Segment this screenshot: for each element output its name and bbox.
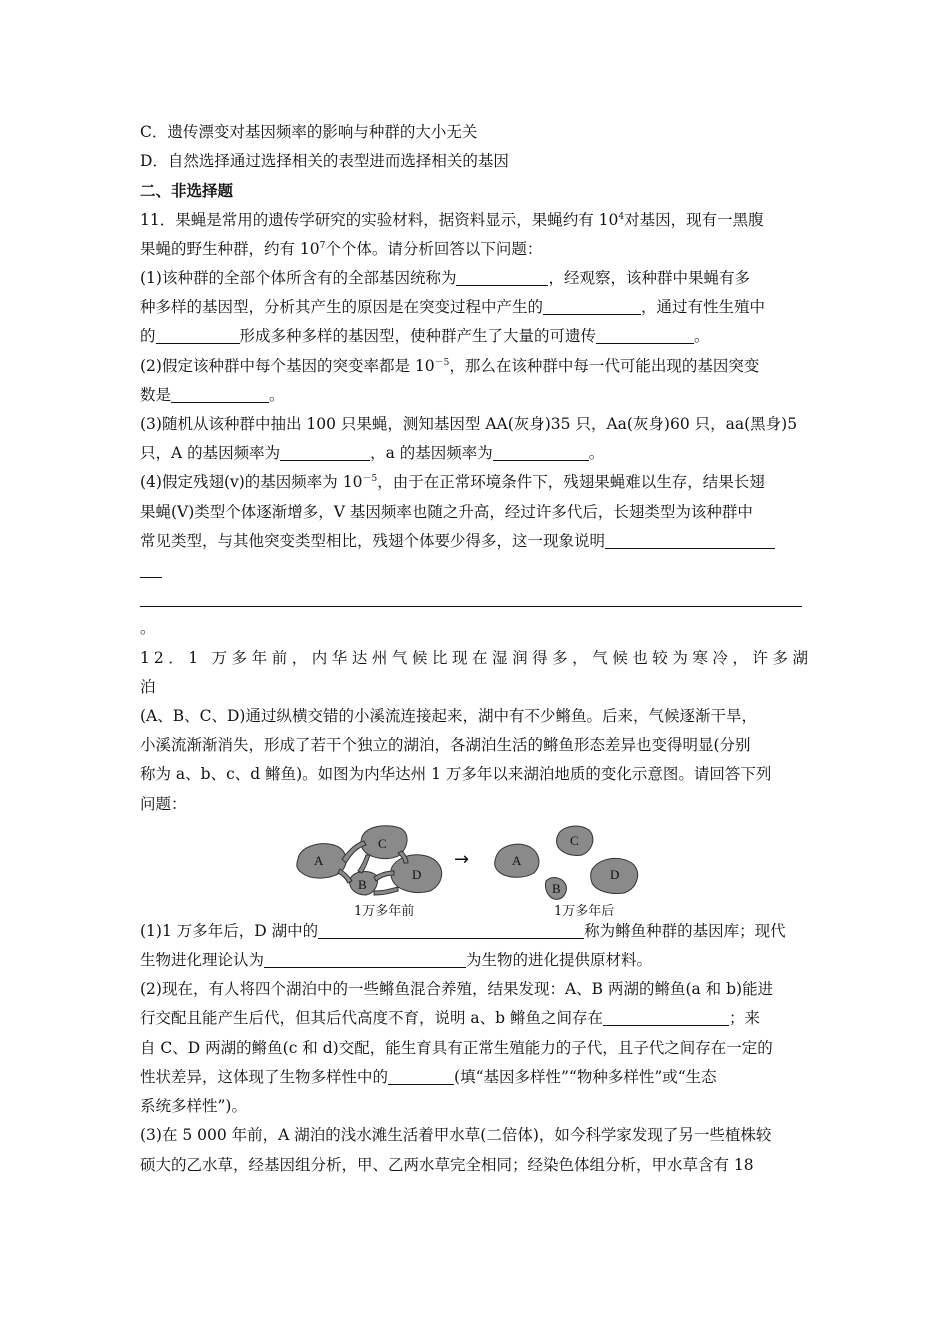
stream (374, 887, 398, 895)
section-heading: 二、非选择题 (140, 181, 234, 201)
answer-blank[interactable] (388, 1068, 454, 1085)
q12-intro-line5: 问题： (140, 794, 187, 813)
answer-blank[interactable] (140, 590, 802, 607)
lake-label-d: D (610, 866, 620, 882)
q12-part2-line4: 性状差异，这体现了生物多样性中的 (填“基因多样性”“物种多样性”或“生态 (140, 1067, 717, 1086)
caption-after: 1万多年后 (554, 903, 615, 917)
q12-intro-line4: 称为 a、b、c、d 鳉鱼)。如图为内华达州 1 万多年以来湖泊地质的变化示意图。请回答下列 (140, 765, 772, 784)
q11-part2-line1: (2)假定该种群中每个基因的突变率都是 $10^{-5}$，那么在该种群中每一代可能出现的基因突变 (140, 356, 760, 375)
answer-blank[interactable] (543, 298, 641, 315)
q11-part4-line5 (140, 585, 812, 614)
lake-label-a: A (512, 852, 522, 868)
document-page (140, 118, 812, 1180)
q12-part1-line1: (1)1 万多年后，D 湖中的 称为鳉鱼种群的基因库；现代 (140, 921, 786, 940)
option-d: D．自然选择通过选择相关的表型进而选择相关的基因 (140, 152, 509, 171)
answer-blank[interactable] (264, 951, 466, 968)
answer-blank[interactable] (493, 444, 589, 461)
lake-label-b: B (358, 876, 367, 892)
answer-blank[interactable] (171, 386, 269, 403)
answer-blank[interactable] (605, 532, 775, 549)
lake-label-c: C (570, 832, 579, 848)
answer-blank[interactable] (603, 1009, 729, 1026)
option-c: C．遗传漂变对基因频率的影响与种群的大小无关 (140, 123, 478, 141)
lake-change-figure (140, 821, 812, 917)
q12-part3-line2: 硕大的乙水草，经基因组分析，甲、乙两水草完全相同；经染色体组分析，甲水草含有 18 (140, 1155, 754, 1174)
q12-intro-line1: 12．1 万多年前，内华达州气候比现在湿润得多，气候也较为寒冷，许多湖泊 (140, 648, 812, 696)
lake-diagram (290, 821, 670, 917)
q12-part2-line2: 行交配且能产生后代，但其后代高度不育，说明 a、b 鳉鱼之间存在 ；来 (140, 1009, 761, 1028)
answer-blank[interactable] (596, 327, 694, 344)
q11-part1-line2: 种多样的基因型，分析其产生的原因是在突变过程中产生的 ，通过有性生殖中 (140, 298, 766, 317)
q11-part4-line3: 常见类型，与其他突变类型相比，残翅个体要少得多，这一现象说明 (140, 527, 812, 556)
q12-intro-line2: (A、B、C、D)通过纵横交错的小溪流连接起来，湖中有不少鳉鱼。后来，气候逐渐干旱， (140, 707, 757, 726)
stream (358, 855, 370, 873)
answer-blank[interactable] (456, 269, 548, 286)
q11-part1-line3: 的 形成多种多样的基因型，使种群产生了大量的可遗传 。 (140, 327, 710, 346)
stream (338, 869, 352, 883)
stream (342, 841, 366, 863)
lake-label-a: A (314, 852, 324, 868)
q11-part4-line6: 。 (140, 619, 156, 638)
answer-blank[interactable] (140, 561, 162, 578)
q11-intro-line1: 11．果蝇是常用的遗传学研究的实验材料，据资料显示，果蝇约有 $10^4$对基因，现有一黑腹 (140, 210, 764, 229)
answer-blank[interactable] (280, 444, 370, 461)
q11-part4-line1: (4)假定残翅(v)的基因频率为 $10^{-5}$，由于在正常环境条件下，残翅果蝇难以生存，结果长翅 (140, 473, 765, 492)
q11-part3-line1: (3)随机从该种群中抽出 100 只果蝇，测知基因型 AA(灰身)35 只，Aa(灰身)60 只，aa(黑身)5 (140, 415, 798, 434)
q11-part4-line4 (140, 556, 812, 585)
q11-part4-line2: 果蝇(V)类型个体逐渐增多，V 基因频率也随之升高，经过许多代后，长翅类型为该种群中 (140, 502, 753, 521)
answer-blank[interactable] (318, 922, 584, 939)
q12-part3-line1: (3)在 5 000 年前，A 湖泊的浅水滩生活着甲水草(二倍体)，如今科学家发现了另一些植株较 (140, 1126, 772, 1145)
answer-blank[interactable] (156, 327, 240, 344)
q12-intro-line3: 小溪流渐渐消失，形成了若干个独立的湖泊，各湖泊生活的鳉鱼形态差异也变得明显(分别 (140, 736, 751, 755)
arrow-icon: → (454, 848, 470, 870)
q11-part3-line2: 只，A 的基因频率为 ，a 的基因频率为 。 (140, 444, 605, 463)
caption-before: 1万多年前 (354, 903, 415, 917)
lake-label-d: D (412, 866, 422, 882)
q12-part2-line5: 系统多样性”)。 (140, 1097, 247, 1116)
q12-part1-line2: 生物进化理论认为 为生物的进化提供原材料。 (140, 951, 653, 970)
lake-label-b: B (552, 880, 561, 896)
q11-part1-line1: (1)该种群的全部个体所含有的全部基因统称为 ，经观察，该种群中果蝇有多 (140, 269, 750, 288)
q11-part2-line2: 数是 。 (140, 385, 285, 404)
lake-label-c: C (378, 835, 387, 851)
q11-intro-line2: 果蝇的野生种群，约有 $10^7$个个体。请分析回答以下问题： (140, 239, 543, 258)
q12-part2-line1: (2)现在，有人将四个湖泊中的一些鳉鱼混合养殖，结果发现：A、B 两湖的鳉鱼(a 和 b)能进 (140, 980, 774, 999)
q12-part2-line3: 自 C、D 两湖的鳉鱼(c 和 d)交配，能生育具有正常生殖能力的子代，且子代之间存在一定的 (140, 1038, 773, 1057)
